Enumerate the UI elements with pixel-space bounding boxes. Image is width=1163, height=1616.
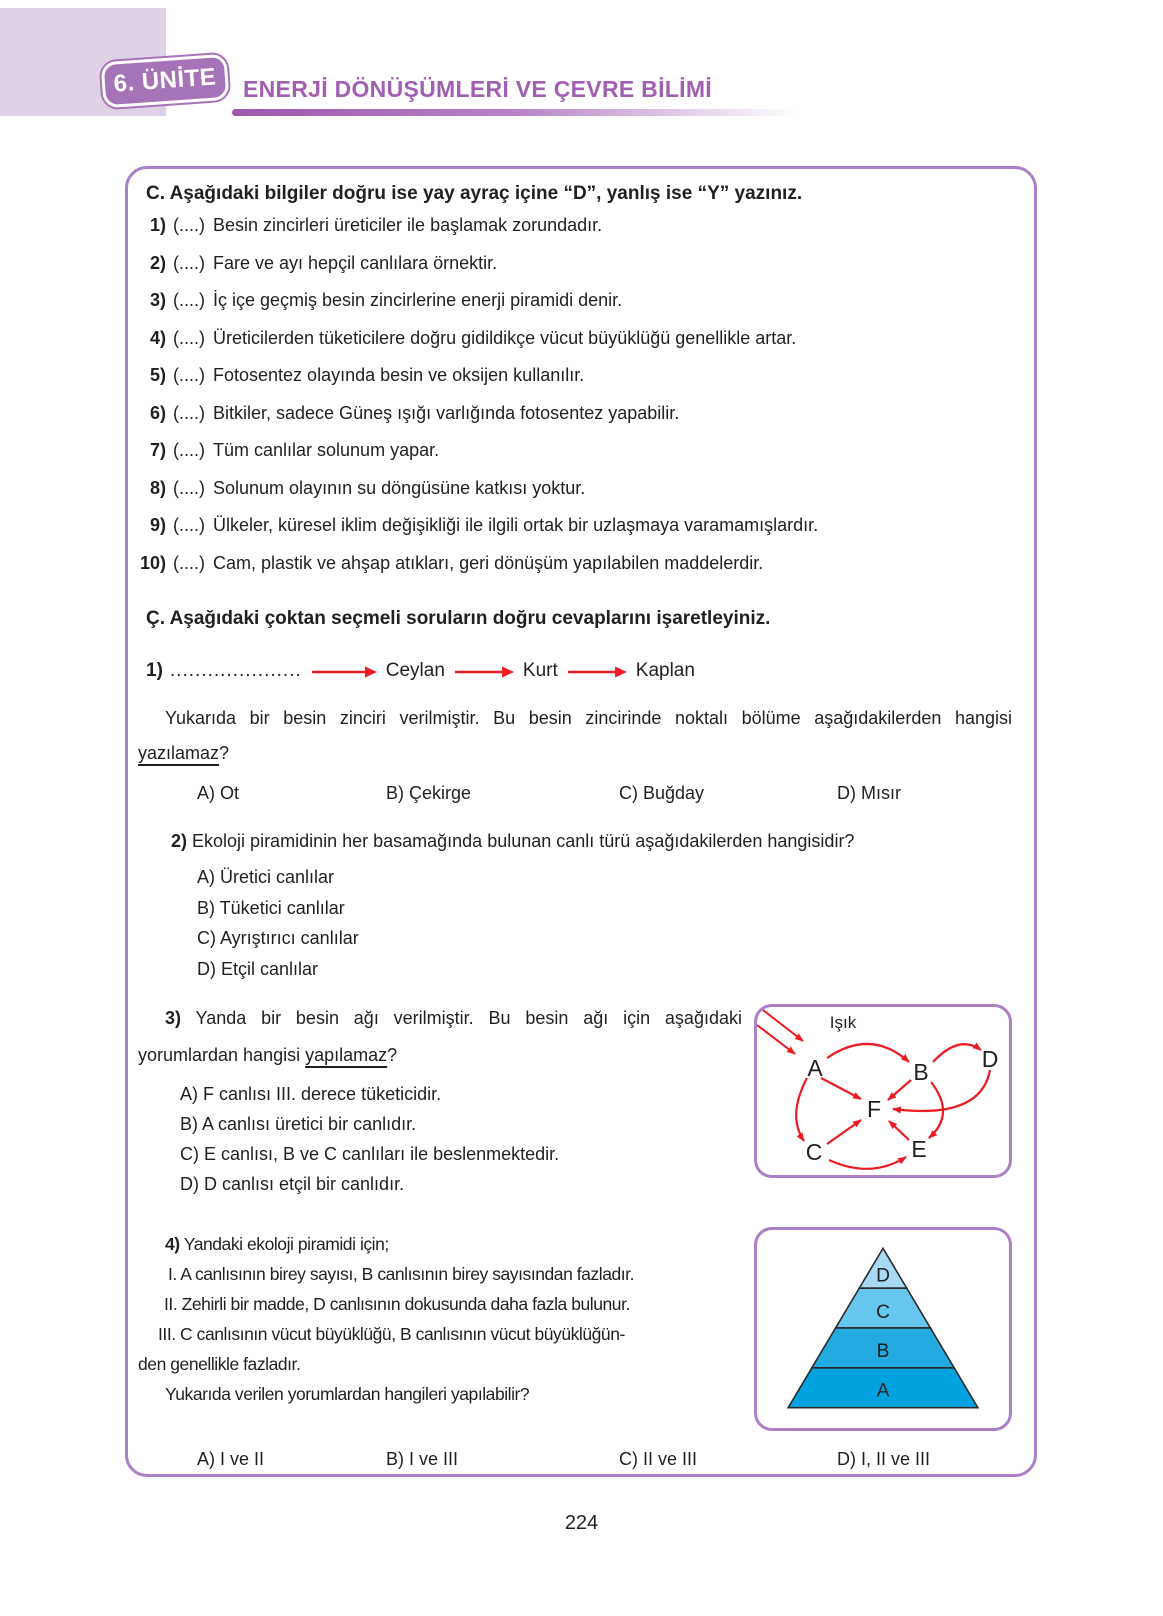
- item-text: Tüm canlılar solunum yapar.: [213, 440, 440, 460]
- edge-C-F: [827, 1120, 861, 1144]
- item-text: Bitkiler, sadece Güneş ışığı varlığında fotosentez yapabilir.: [213, 402, 680, 423]
- item-text: Fotosentez olayında besin ve oksijen kullanılır.: [213, 365, 585, 385]
- red-arrow-icon: [454, 665, 514, 679]
- question-text: Ekoloji piramidinin her basamağında bulunan canlı türü aşağıdakilerden hangisidir?: [192, 831, 855, 851]
- q3-question-line2: [138, 1041, 742, 1069]
- node-label: D: [981, 1046, 999, 1072]
- ecology-pyramid: [772, 1242, 994, 1416]
- q3-options: [138, 1079, 742, 1199]
- item-number: 3): [149, 290, 166, 310]
- item-number: 5): [149, 365, 166, 385]
- list-item: [138, 328, 1012, 366]
- question-mark: ?: [387, 1045, 398, 1065]
- option: B) I ve III: [386, 1449, 459, 1469]
- item-number: 10): [139, 552, 166, 573]
- q4-question: Yukarıda verilen yorumlardan hangileri yapılabilir?: [165, 1384, 530, 1404]
- q4-section: [138, 1229, 1012, 1431]
- list-item: [138, 403, 1012, 441]
- node-label: F: [866, 1096, 882, 1122]
- question-text: yorumlardan hangisi: [138, 1045, 306, 1065]
- blank-dots: .....................: [169, 660, 302, 681]
- unit-badge-label: 6. ÜNİTE: [112, 63, 218, 98]
- list-item: [138, 253, 1012, 291]
- exercise-box: [125, 166, 1037, 1477]
- edge-B-D: [933, 1044, 981, 1062]
- pyramid-label: C: [876, 1301, 890, 1323]
- pyramid-label: B: [876, 1341, 890, 1363]
- answer-blank: (....): [173, 552, 205, 573]
- pyramid-label: A: [876, 1380, 890, 1402]
- statement-3-continuation: den genellikle fazladır.: [138, 1354, 301, 1374]
- q3-section: [138, 1006, 1012, 1199]
- question-text: Yandaki ekoloji piramidi için;: [183, 1234, 389, 1254]
- q4-text-column: [138, 1229, 754, 1431]
- answer-blank: (....): [173, 515, 205, 535]
- red-arrow-icon: [311, 665, 377, 679]
- chain-node: Kaplan: [635, 660, 695, 681]
- food-web-edges: [796, 1044, 990, 1169]
- q4-options: [138, 1449, 1012, 1473]
- edge-E-F: [889, 1121, 909, 1140]
- item-number: 7): [149, 440, 166, 460]
- edge-C-E: [829, 1157, 906, 1169]
- node-label: E: [911, 1136, 927, 1162]
- list-item: [138, 440, 1012, 478]
- q1-question-line2: [138, 739, 1012, 767]
- item-number: 9): [149, 515, 166, 535]
- answer-blank: (....): [173, 477, 205, 498]
- answer-blank: (....): [173, 402, 205, 423]
- node-label: A: [807, 1055, 823, 1081]
- list-item: [138, 515, 1012, 553]
- item-text: Fare ve ayı hepçil canlılara örnektir.: [213, 252, 498, 273]
- item-number: 2): [149, 252, 166, 273]
- page-number: 224: [564, 1512, 599, 1534]
- q1-question-line1: Yukarıda bir besin zinciri verilmiştir. Bu besin zincirinde noktalı bölüme aşağıdakilerden hangisi: [165, 708, 1012, 728]
- q3-text-column: [138, 1006, 754, 1199]
- statement-3: III. C canlısının vücut büyüklüğü, B canlısının vücut büyüklüğün-: [158, 1324, 625, 1344]
- q3-question-line1: [138, 1006, 742, 1030]
- item-text: Ülkeler, küresel iklim değişikliği ile ilgili ortak bir uzlaşmaya varamamışlardır.: [213, 515, 819, 535]
- section-cc-title: Ç. Aşağıdaki çoktan seçmeli soruların doğru cevaplarını işaretleyiniz.: [146, 608, 771, 629]
- red-arrow-icon: [567, 665, 627, 679]
- pyramid-label: D: [876, 1265, 890, 1287]
- underlined-word: yapılamaz: [305, 1045, 388, 1065]
- item-text: Üreticilerden tüketicilere doğru gidildikçe vücut büyüklüğü genellikle artar.: [213, 327, 797, 348]
- node-label: B: [913, 1059, 929, 1085]
- question-number: 4): [165, 1234, 180, 1254]
- light-rays-icon: [757, 1010, 803, 1054]
- item-number: 4): [149, 327, 166, 348]
- statement-2: II. Zehirli bir madde, D canlısının dokusunda daha fazla bulunur.: [164, 1294, 630, 1314]
- q1-question: [138, 706, 1012, 767]
- option: A) Ot: [197, 783, 240, 803]
- item-number: 8): [149, 477, 166, 498]
- item-text: Besin zincirleri üreticiler ile başlamak zorundadır.: [213, 215, 603, 235]
- q2-question: [138, 831, 1012, 852]
- q2-options: [138, 862, 1012, 984]
- item-number: 6): [149, 402, 166, 423]
- question-text: Yanda bir besin ağı verilmiştir. Bu besin ağı için aşağıdaki: [195, 1008, 742, 1028]
- option: C) E canlısı, B ve C canlıları ile beslenmektedir.: [180, 1144, 560, 1164]
- food-web-diagram-box: [754, 1004, 1012, 1178]
- option: C) Buğday: [619, 783, 705, 803]
- food-web-diagram: [757, 1007, 1009, 1175]
- option: C) II ve III: [619, 1449, 698, 1469]
- option: C) Ayrıştırıcı canlılar: [197, 928, 359, 948]
- unit-badge: [101, 54, 230, 109]
- list-item: [138, 290, 1012, 328]
- option: A) I ve II: [197, 1449, 265, 1469]
- option: A) Üretici canlılar: [197, 867, 335, 887]
- statement-1: I. A canlısının birey sayısı, B canlısının birey sayısından fazladır.: [168, 1264, 635, 1284]
- page-title: ENERJİ DÖNÜŞÜMLERİ VE ÇEVRE BİLİMİ: [243, 76, 712, 102]
- option: B) Çekirge: [386, 783, 472, 803]
- option: D) D canlısı etçil bir canlıdır.: [180, 1174, 405, 1194]
- list-item: [138, 478, 1012, 516]
- question-number: 3): [165, 1008, 182, 1028]
- option: D) Etçil canlılar: [197, 958, 319, 979]
- option: D) I, II ve III: [837, 1449, 931, 1469]
- answer-blank: (....): [173, 365, 205, 385]
- q4-intro: [138, 1229, 742, 1259]
- node-label: C: [805, 1139, 823, 1165]
- light-label: Işık: [829, 1013, 857, 1032]
- true-false-list: [138, 215, 1012, 590]
- answer-blank: (....): [173, 327, 205, 348]
- edge-A-F: [821, 1078, 861, 1099]
- option: A) F canlısı III. derece tüketicidir.: [180, 1084, 442, 1104]
- q1-options: [138, 783, 1012, 807]
- list-item: [138, 553, 1012, 591]
- edge-B-F: [888, 1080, 911, 1100]
- question-mark: ?: [219, 743, 230, 763]
- item-text: Cam, plastik ve ahşap atıkları, geri dönüşüm yapılabilen maddelerdir.: [213, 552, 764, 573]
- chain-node: Ceylan: [385, 660, 445, 681]
- ecology-pyramid-box: [754, 1227, 1012, 1431]
- food-chain: [146, 656, 1012, 686]
- section-c-title: C. Aşağıdaki bilgiler doğru ise yay ayraç içine “D”, yanlış ise “Y” yazınız.: [146, 183, 803, 204]
- option: D) Mısır: [837, 783, 901, 803]
- question-number: 1): [146, 660, 163, 681]
- item-number: 1): [149, 215, 166, 235]
- answer-blank: (....): [173, 215, 205, 235]
- item-text: Solunum olayının su döngüsüne katkısı yoktur.: [213, 477, 586, 498]
- option: B) A canlısı üretici bir canlıdır.: [180, 1114, 417, 1134]
- item-text: İç içe geçmiş besin zincirlerine enerji piramidi denir.: [213, 290, 623, 310]
- answer-blank: (....): [173, 440, 205, 460]
- answer-blank: (....): [173, 290, 205, 310]
- list-item: [138, 365, 1012, 403]
- option: B) Tüketici canlılar: [197, 897, 345, 918]
- list-item: [138, 215, 1012, 253]
- chain-node: Kurt: [522, 660, 558, 681]
- answer-blank: (....): [173, 252, 205, 273]
- edge-A-C: [796, 1078, 807, 1141]
- underlined-word: yazılamaz: [138, 743, 220, 763]
- edge-A-B: [827, 1044, 909, 1062]
- header-underline: [232, 109, 954, 116]
- question-number: 2): [171, 831, 188, 851]
